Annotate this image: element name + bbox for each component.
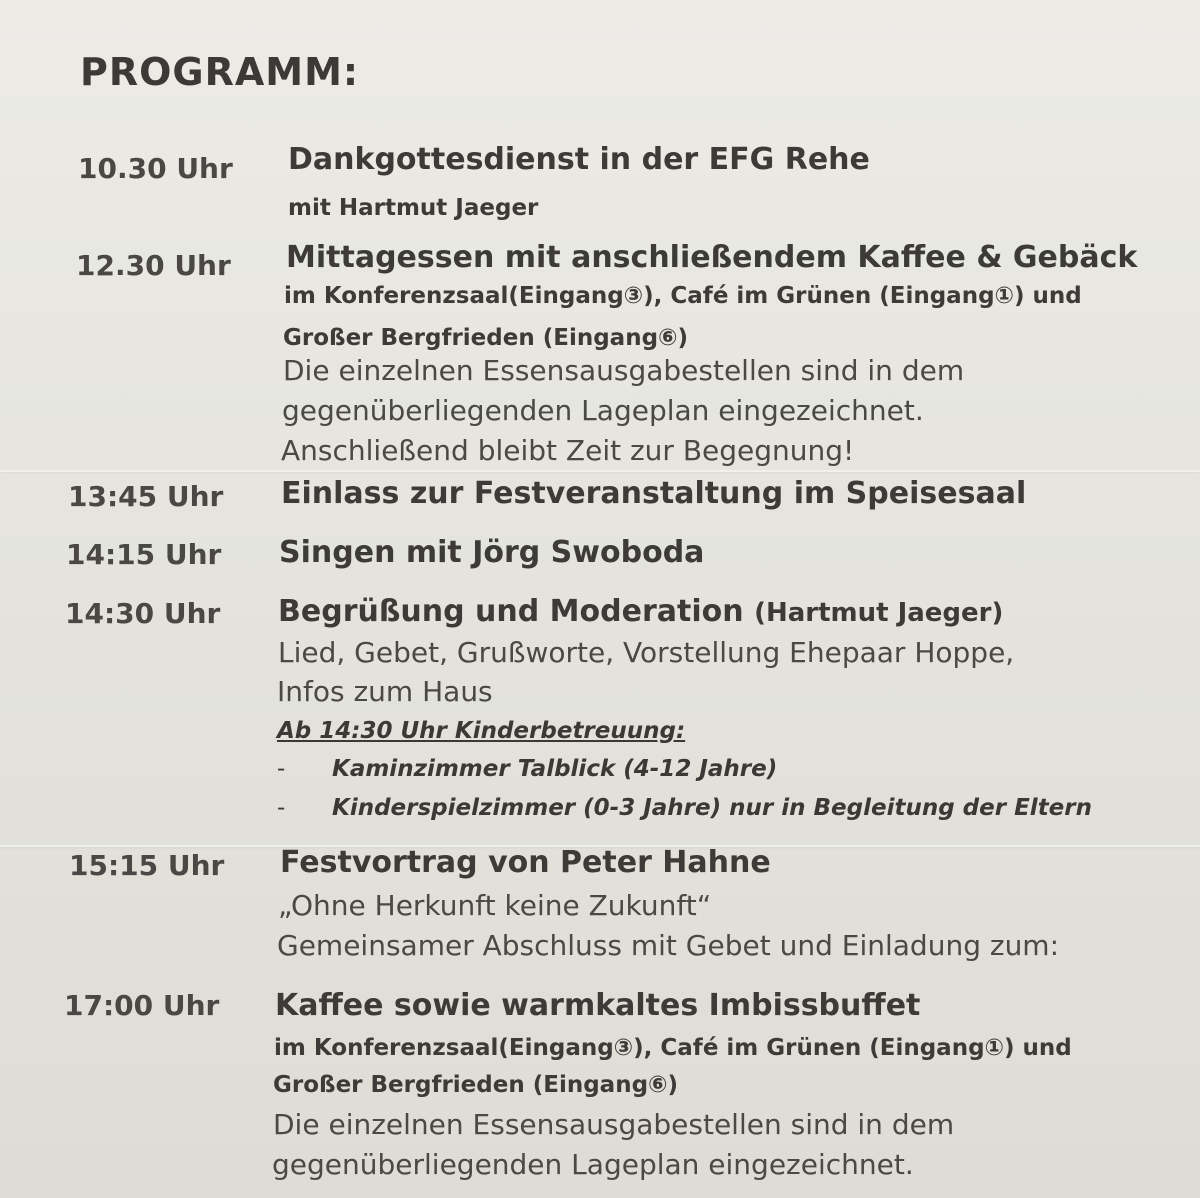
paper-fold [0,470,1200,472]
entry-detail: Infos zum Haus [277,675,493,708]
entry-time: 14:30 Uhr [65,597,221,630]
entry-heading: Festvortrag von Peter Hahne [280,845,771,880]
entry-heading-suffix: (Hartmut Jaeger) [754,598,1004,628]
entry-time: 15:15 Uhr [69,849,225,882]
entry-detail: gegenüberliegenden Lageplan eingezeichnet. [272,1148,914,1181]
entry-detail: Lied, Gebet, Grußworte, Vorstellung Ehepaar Hoppe, [278,636,1015,669]
entry-time: 12.30 Uhr [76,249,231,282]
childcare-item-label: Kaminzimmer Talblick (4-12 Jahre) [332,756,778,782]
entry-detail: Gemeinsamer Abschluss mit Gebet und Einladung zum: [277,929,1060,962]
entry-heading: Kaffee sowie warmkaltes Imbissbuffet [275,988,921,1023]
entry-detail: Die einzelnen Essensausgabestellen sind in dem [283,354,965,387]
entry-heading [278,594,1003,630]
entry-detail: Anschließend bleibt Zeit zur Begegnung! [281,434,855,467]
childcare-item-label: Kinderspielzimmer (0-3 Jahre) nur in Begleitung der Eltern [332,795,1092,821]
entry-detail: im Konferenzsaal(Eingang③), Café im Grünen (Eingang①) und [284,283,1082,309]
entry-time: 13:45 Uhr [68,480,224,513]
entry-detail: Großer Bergfrieden (Eingang⑥) [273,1072,679,1098]
bullet-dash: - [277,795,286,821]
page-title: PROGRAMM: [80,50,360,94]
childcare-item [277,756,1177,786]
bullet-dash: - [277,756,286,782]
entry-detail: Großer Bergfrieden (Eingang⑥) [283,325,689,351]
entry-detail: gegenüberliegenden Lageplan eingezeichnet. [282,394,924,427]
entry-heading: Dankgottesdienst in der EFG Rehe [288,142,870,177]
entry-heading: Einlass zur Festveranstaltung im Speisesaal [281,476,1027,511]
entry-heading: Mittagessen mit anschließendem Kaffee & Gebäck [286,240,1138,275]
entry-heading: Singen mit Jörg Swoboda [279,535,705,570]
entry-detail: mit Hartmut Jaeger [288,195,539,221]
childcare-item [277,795,1177,825]
entry-time: 14:15 Uhr [66,538,222,571]
entry-detail: „Ohne Herkunft keine Zukunft“ [278,889,712,922]
childcare-heading: Ab 14:30 Uhr Kinderbetreuung: [277,718,686,744]
entry-detail: im Konferenzsaal(Eingang③), Café im Grünen (Eingang①) und [274,1035,1072,1061]
entry-time: 17:00 Uhr [64,989,220,1022]
entry-time: 10.30 Uhr [78,152,233,185]
entry-detail: Die einzelnen Essensausgabestellen sind in dem [273,1108,955,1141]
entry-heading-main: Begrüßung und Moderation [278,594,744,629]
